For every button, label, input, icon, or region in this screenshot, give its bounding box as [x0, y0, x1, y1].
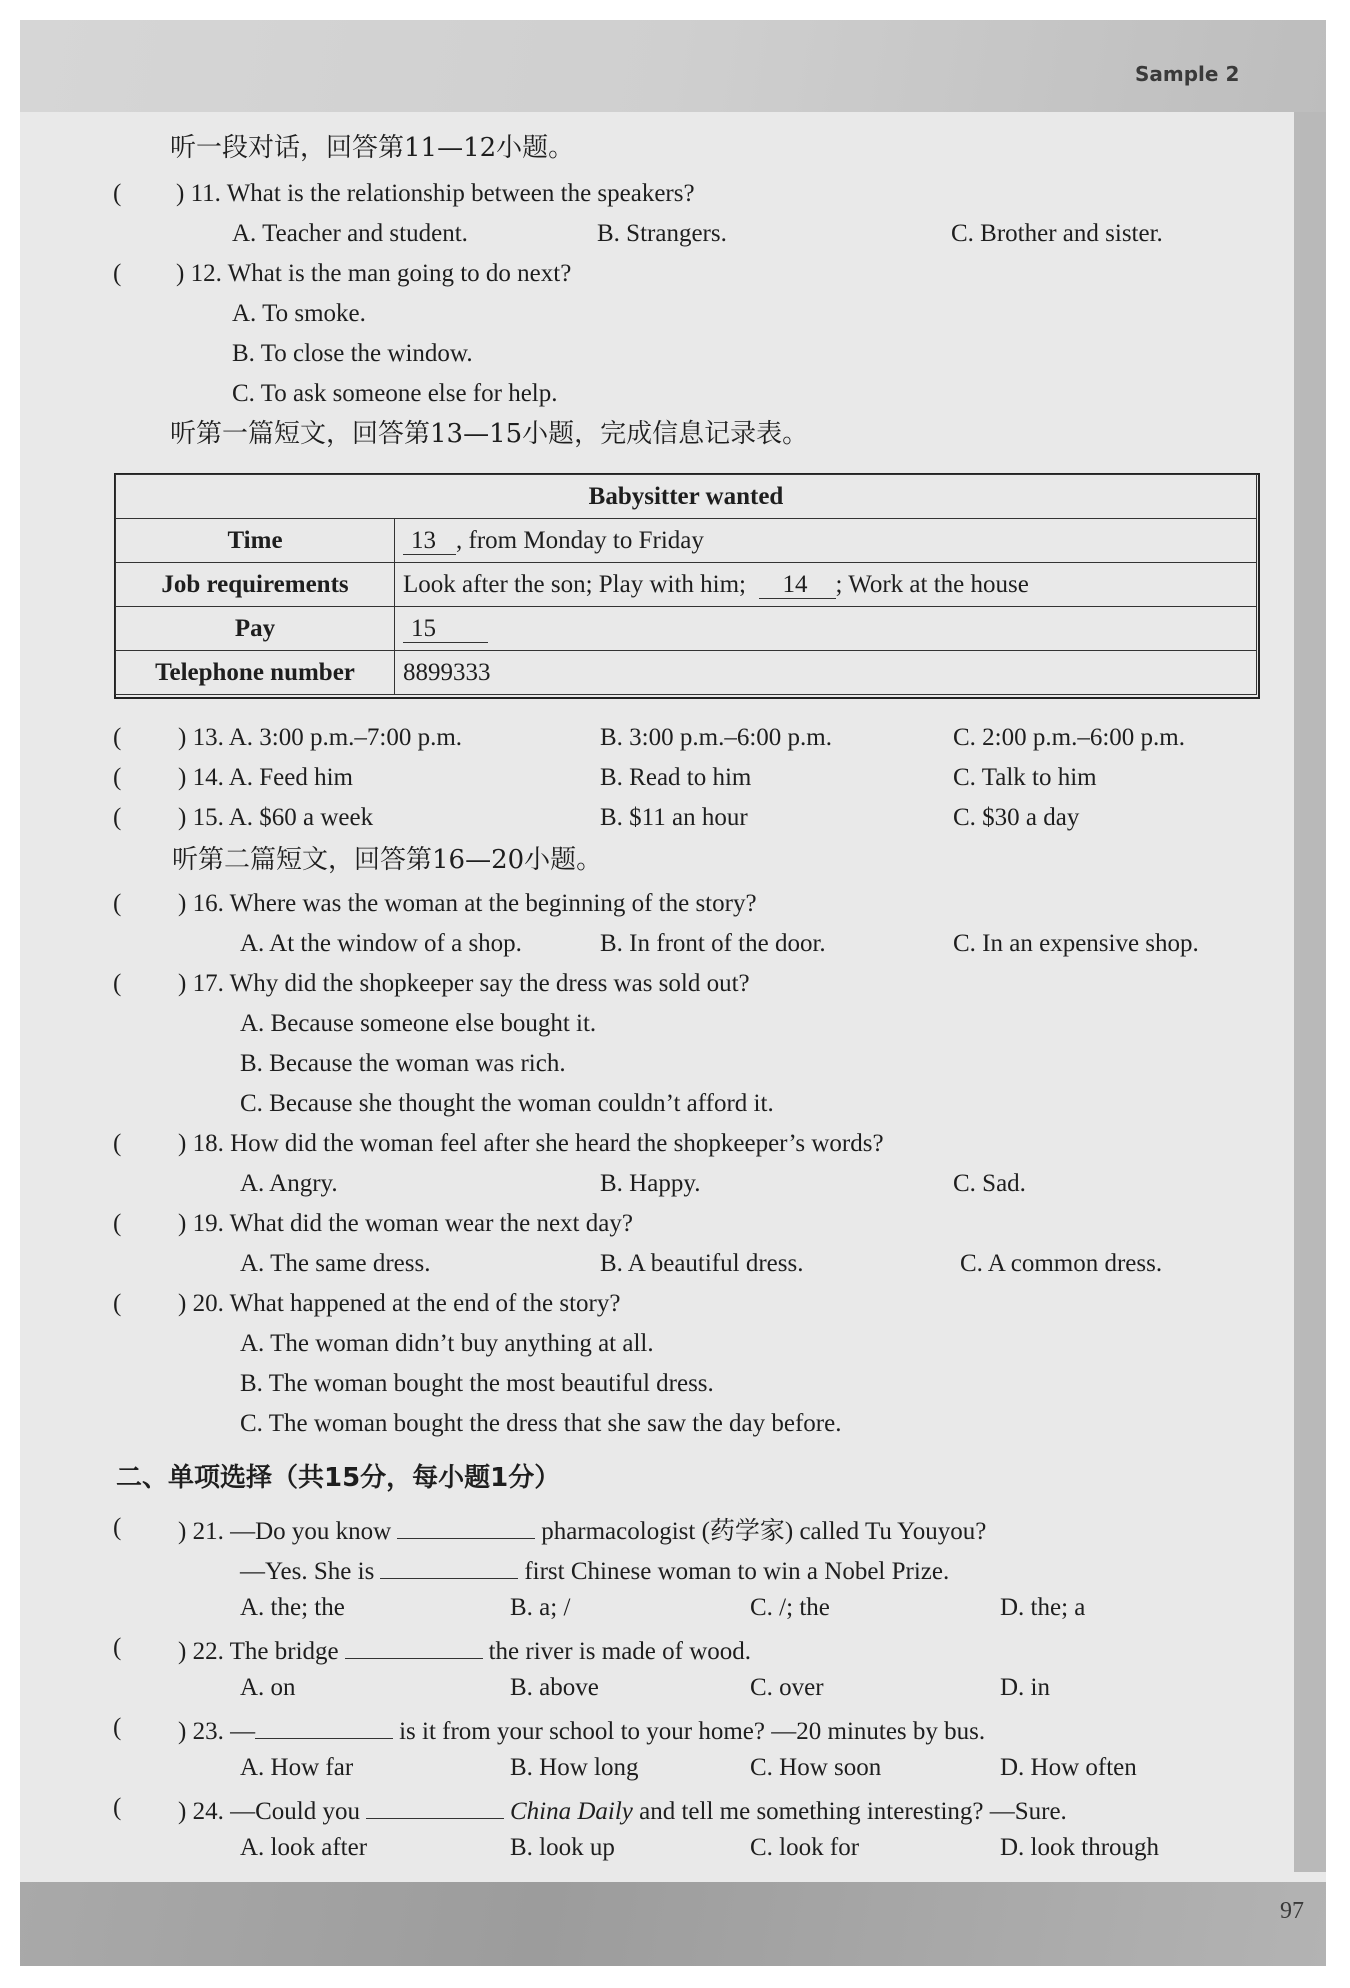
q20-option-b: B. The woman bought the most beautiful dress. — [240, 1370, 714, 1397]
q17-stem: ) 17. Why did the shopkeeper say the dress was sold out? — [178, 970, 750, 997]
q16-option-c: C. In an expensive shop. — [953, 930, 1199, 957]
q24-stem-pre: ) 24. —Could you — [178, 1798, 360, 1825]
answer-paren-11[interactable]: ( — [113, 180, 122, 207]
answer-paren-18[interactable]: ( — [113, 1130, 122, 1157]
answer-paren-23[interactable]: ( — [113, 1714, 122, 1741]
q24-option-b: B. look up — [510, 1834, 615, 1861]
q24-option-d: D. look through — [1000, 1834, 1160, 1861]
answer-paren-20[interactable]: ( — [113, 1290, 122, 1317]
job-label: Job requirements — [116, 563, 395, 607]
answer-paren-21[interactable]: ( — [113, 1514, 122, 1541]
table-row — [116, 651, 1257, 695]
q12-option-a: A. To smoke. — [232, 300, 366, 327]
q22-stem-pre: ) 22. The bridge — [178, 1638, 339, 1665]
answer-paren-22[interactable]: ( — [113, 1634, 122, 1661]
q21-option-c: C. /; the — [750, 1594, 830, 1621]
q12-stem: ) 12. What is the man going to do next? — [176, 260, 572, 287]
q14-stem: ) 14. A. Feed him — [178, 764, 353, 791]
answer-paren-15[interactable]: ( — [113, 804, 122, 831]
right-band — [1294, 112, 1326, 1872]
q24-stem — [178, 1792, 1067, 1828]
q18-option-c: C. Sad. — [953, 1170, 1026, 1197]
q21-line2 — [240, 1552, 949, 1588]
q24-option-a: A. look after — [240, 1834, 368, 1861]
time-label: Time — [116, 519, 395, 563]
q13-stem: ) 13. A. 3:00 p.m.–7:00 p.m. — [178, 724, 463, 751]
q22-stem — [178, 1632, 751, 1668]
q21-stem-pre: ) 21. —Do you know — [178, 1518, 392, 1545]
q21-line2-post: first Chinese woman to win a Nobel Prize. — [524, 1558, 950, 1585]
q15-stem: ) 15. A. $60 a week — [178, 804, 374, 831]
page-number: 97 — [1280, 1898, 1304, 1924]
q20-option-a: A. The woman didn’t buy anything at all. — [240, 1330, 654, 1357]
q22-blank[interactable] — [345, 1632, 483, 1659]
q17-option-c: C. Because she thought the woman couldn’t afford it. — [240, 1090, 774, 1117]
q13-option-c: C. 2:00 p.m.–6:00 p.m. — [953, 724, 1185, 751]
q21-line2-pre: —Yes. She is — [240, 1558, 375, 1585]
q19-option-c: C. A common dress. — [960, 1250, 1163, 1277]
q11-option-b: B. Strangers. — [597, 220, 727, 247]
table-row — [116, 519, 1257, 563]
answer-paren-16[interactable]: ( — [113, 890, 122, 917]
q24-stem-post: and tell me something interesting? —Sure. — [639, 1798, 1067, 1825]
q23-blank[interactable] — [255, 1712, 393, 1739]
q24-blank[interactable] — [366, 1792, 504, 1819]
bottom-band — [20, 1882, 1326, 1966]
q21-stem — [178, 1512, 986, 1548]
q19-option-b: B. A beautiful dress. — [600, 1250, 804, 1277]
blank-15[interactable]: 15 — [403, 616, 488, 643]
q14-option-b: B. Read to him — [600, 764, 752, 791]
q22-option-b: B. above — [510, 1674, 599, 1701]
blank-14[interactable]: 14 — [759, 572, 836, 599]
table-row — [116, 607, 1257, 651]
q18-option-a: A. Angry. — [240, 1170, 338, 1197]
q21-blank-2[interactable] — [380, 1552, 518, 1579]
q21-blank-1[interactable] — [397, 1512, 535, 1539]
telephone-label: Telephone number — [116, 651, 395, 695]
q23-option-b: B. How long — [510, 1754, 639, 1781]
dialogue-instruction: 听一段对话，回答第11—12小题。 — [170, 133, 575, 163]
q20-option-c: C. The woman bought the dress that she saw the day before. — [240, 1410, 842, 1437]
table-title: Babysitter wanted — [116, 475, 1257, 519]
q22-option-c: C. over — [750, 1674, 824, 1701]
q18-stem: ) 18. How did the woman feel after she heard the shopkeeper’s words? — [178, 1130, 884, 1157]
q16-option-a: A. At the window of a shop. — [240, 930, 522, 957]
q14-option-c: C. Talk to him — [953, 764, 1097, 791]
blank-13[interactable]: 13 — [403, 528, 456, 555]
pay-label: Pay — [116, 607, 395, 651]
q22-option-a: A. on — [240, 1674, 296, 1701]
q11-option-c: C. Brother and sister. — [951, 220, 1163, 247]
q11-stem: ) 11. What is the relationship between the speakers? — [176, 180, 695, 207]
q22-option-d: D. in — [1000, 1674, 1050, 1701]
answer-paren-24[interactable]: ( — [113, 1794, 122, 1821]
q23-stem-pre: ) 23. — — [178, 1718, 256, 1745]
q12-option-c: C. To ask someone else for help. — [232, 380, 558, 407]
answer-paren-14[interactable]: ( — [113, 764, 122, 791]
job-pre: Look after the son; Play with him; — [403, 570, 747, 598]
q15-option-c: C. $30 a day — [953, 804, 1080, 831]
time-rest: , from Monday to Friday — [456, 526, 704, 554]
q20-stem: ) 20. What happened at the end of the story? — [178, 1290, 621, 1317]
time-cell — [395, 519, 1257, 563]
q17-option-a: A. Because someone else bought it. — [240, 1010, 597, 1037]
q23-option-a: A. How far — [240, 1754, 354, 1781]
q23-option-c: C. How soon — [750, 1754, 882, 1781]
q23-option-d: D. How often — [1000, 1754, 1137, 1781]
babysitter-table — [115, 474, 1257, 695]
q24-italic-title: China Daily — [509, 1798, 633, 1825]
q22-stem-post: the river is made of wood. — [488, 1638, 752, 1665]
passage2-instruction: 听第二篇短文，回答第16—20小题。 — [172, 845, 603, 875]
answer-paren-17[interactable]: ( — [113, 970, 122, 997]
sample-label: Sample 2 — [1135, 62, 1240, 86]
q21-option-a: A. the; the — [240, 1594, 345, 1621]
q13-option-b: B. 3:00 p.m.–6:00 p.m. — [600, 724, 832, 751]
q23-stem — [178, 1712, 985, 1748]
q15-option-b: B. $11 an hour — [600, 804, 748, 831]
telephone-value: 8899333 — [395, 651, 1257, 695]
q21-stem-post: pharmacologist (药学家) called Tu Youyou? — [541, 1518, 987, 1545]
q11-option-a: A. Teacher and student. — [232, 220, 468, 247]
q18-option-b: B. Happy. — [600, 1170, 701, 1197]
section2-title: 二、单项选择（共15分，每小题1分） — [116, 1463, 561, 1493]
passage1-instruction: 听第一篇短文，回答第13—15小题，完成信息记录表。 — [170, 419, 809, 449]
q17-option-b: B. Because the woman was rich. — [240, 1050, 566, 1077]
q16-stem: ) 16. Where was the woman at the beginning of the story? — [178, 890, 757, 917]
q21-option-d: D. the; a — [1000, 1594, 1086, 1621]
q24-option-c: C. look for — [750, 1834, 860, 1861]
q16-option-b: B. In front of the door. — [600, 930, 826, 957]
answer-paren-12[interactable]: ( — [113, 260, 122, 287]
job-post: ; Work at the house — [835, 570, 1029, 598]
job-cell — [395, 563, 1257, 607]
q23-stem-post: is it from your school to your home? —20 minutes by bus. — [399, 1718, 986, 1745]
q12-option-b: B. To close the window. — [232, 340, 473, 367]
q21-option-b: B. a; / — [510, 1594, 571, 1621]
answer-paren-19[interactable]: ( — [113, 1210, 122, 1237]
pay-cell — [395, 607, 1257, 651]
q19-stem: ) 19. What did the woman wear the next day? — [178, 1210, 633, 1237]
answer-paren-13[interactable]: ( — [113, 724, 122, 751]
table-row — [116, 563, 1257, 607]
top-band — [20, 20, 1326, 112]
q19-option-a: A. The same dress. — [240, 1250, 431, 1277]
